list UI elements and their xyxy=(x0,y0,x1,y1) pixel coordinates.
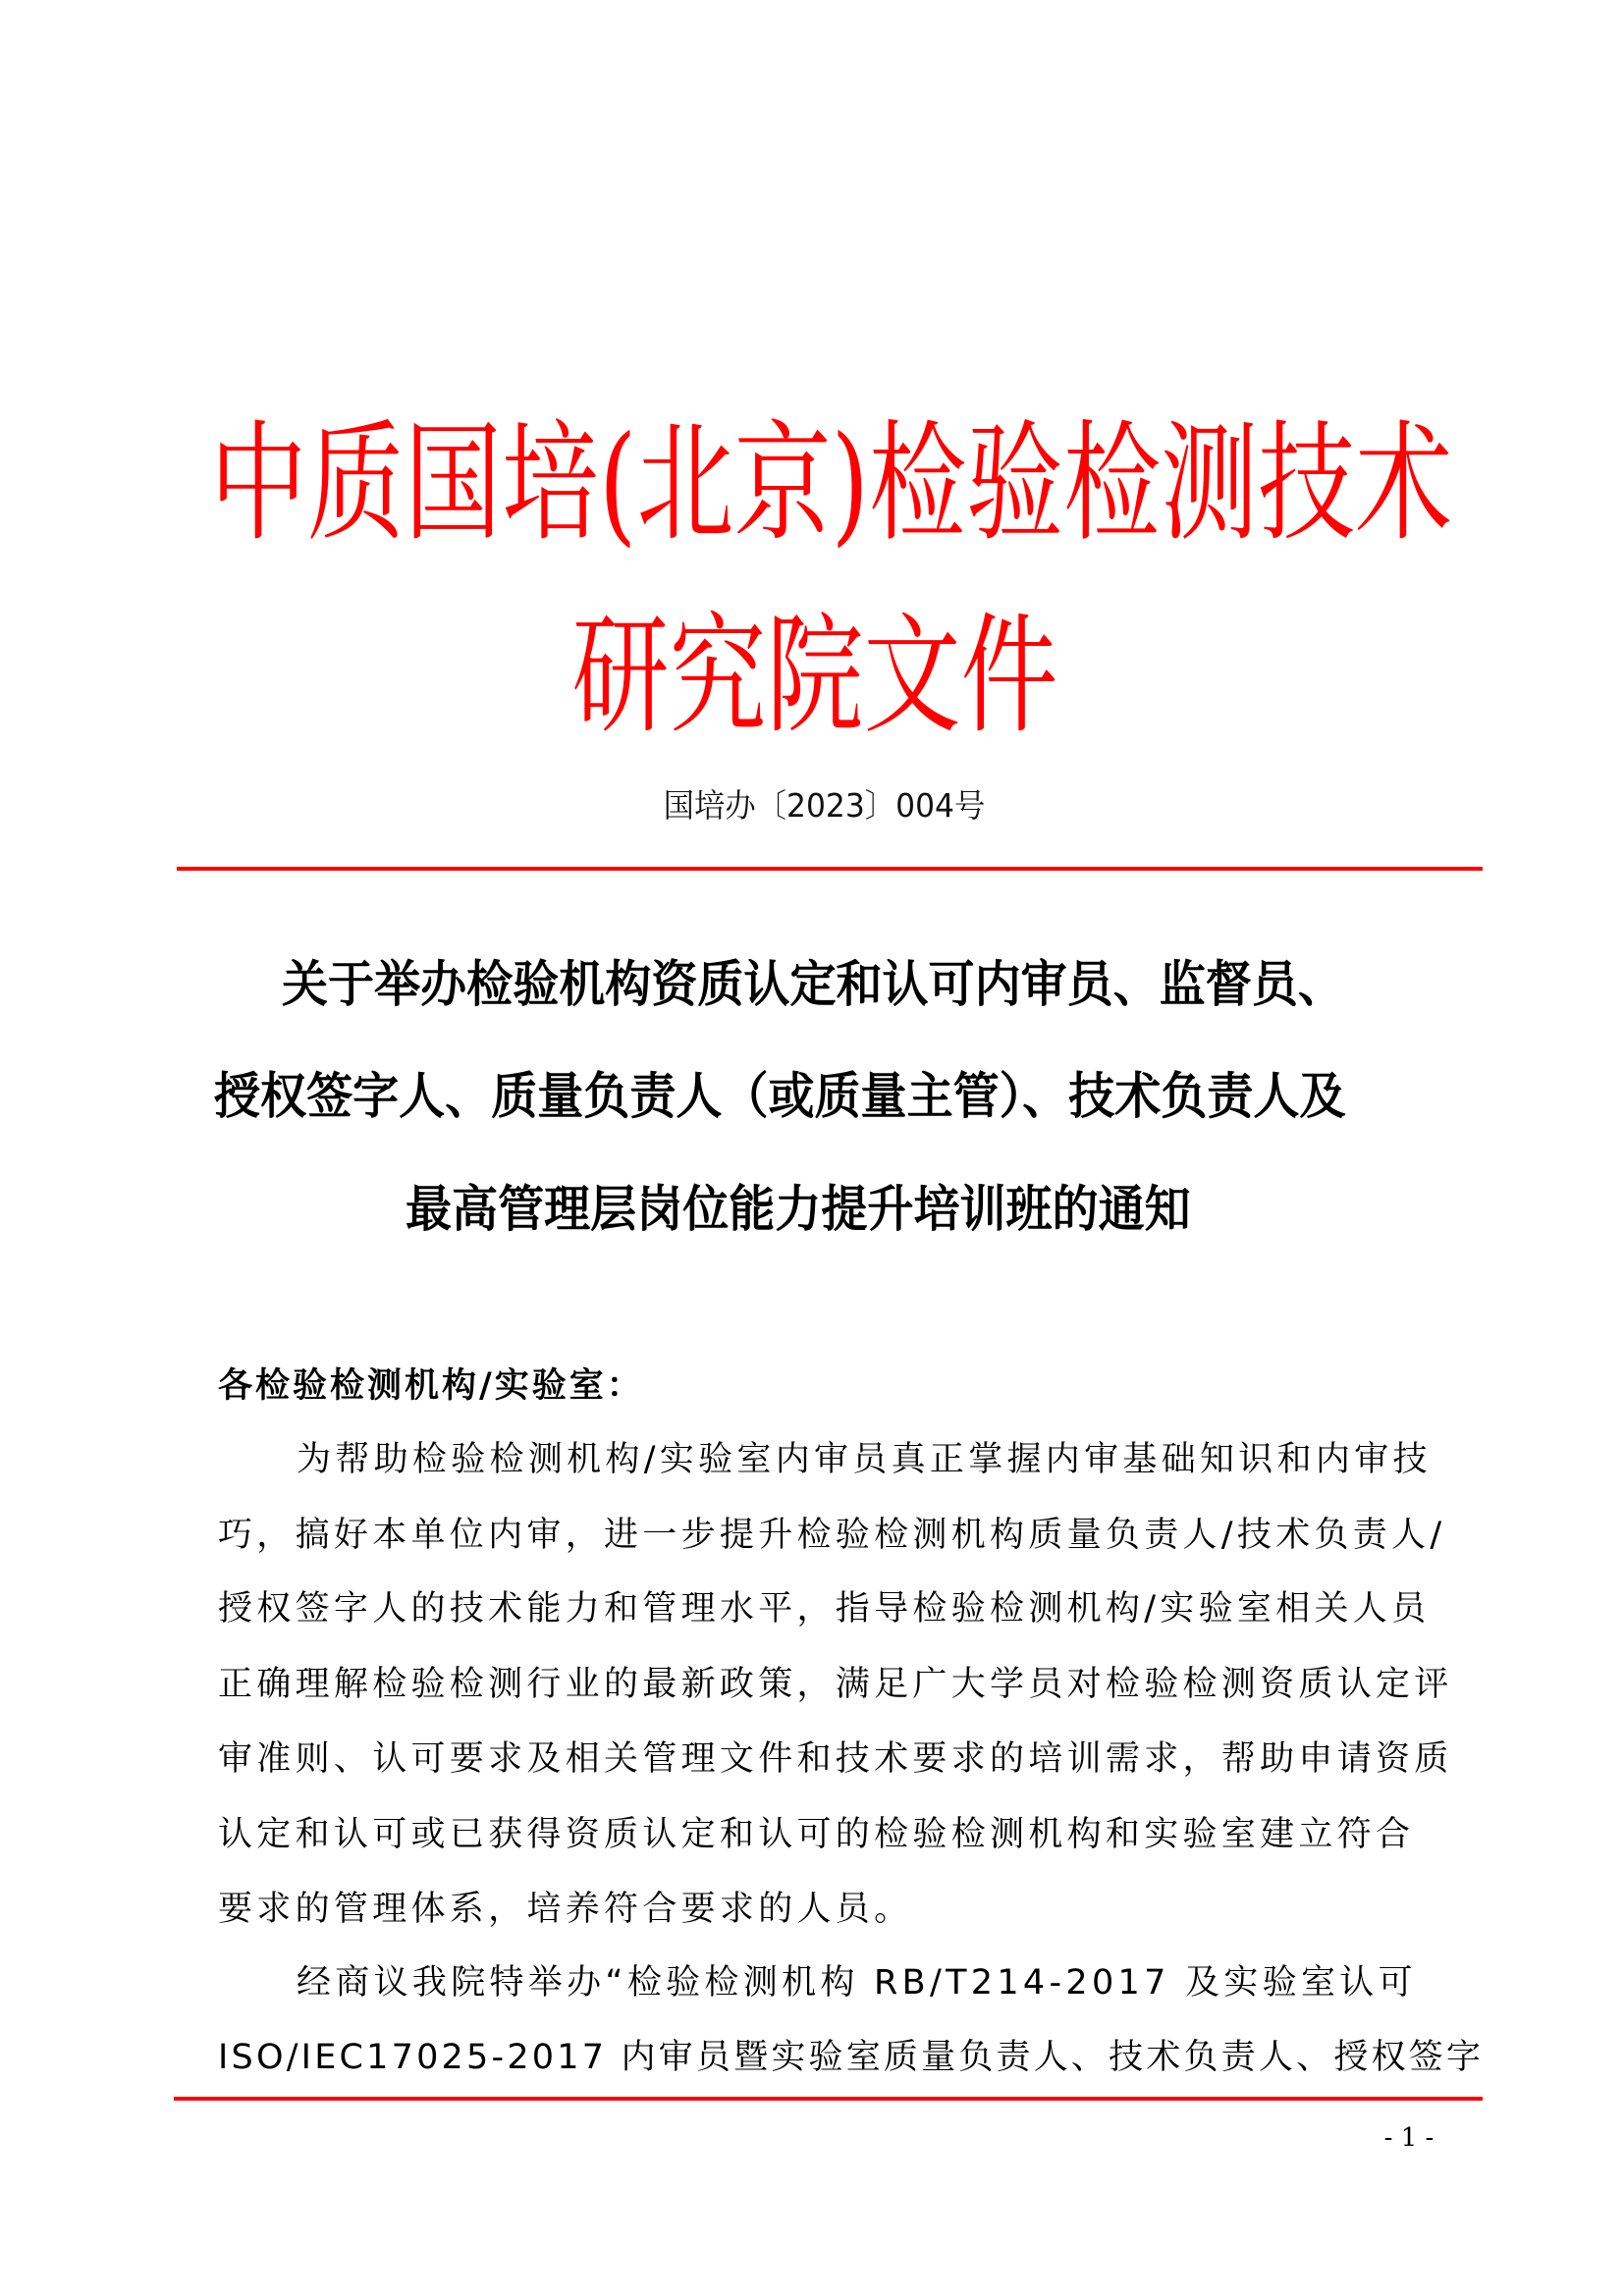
body-line: 巧，搞好本单位内审，进一步提升检验检测机构质量负责人/技术负责人/ xyxy=(218,1516,1446,1555)
subject-heading-text: 最高管理层岗位能力提升培训班的通知 xyxy=(406,1180,1191,1239)
subject-heading-line-3 xyxy=(406,1180,1207,1239)
page-number: - 1 - xyxy=(1383,2123,1435,2153)
body-line: 认定和认可或已获得资质认定和认可的检验检测机构和实验室建立符合 xyxy=(218,1815,1415,1854)
masthead-title-text: 中质国培(北京)检验检测技术 xyxy=(209,408,1453,560)
body-line: 要求的管理体系，培养符合要求的人员。 xyxy=(218,1890,913,1929)
masthead-title-line-2 xyxy=(3,603,1624,750)
body-line: 正确理解检验检测行业的最新政策，满足广大学员对检验检测资质认定评 xyxy=(218,1665,1453,1704)
body-line: 经商议我院特举办“检验检测机构 RB/T214-2017 及实验室认可 xyxy=(297,1963,1417,2002)
subject-heading-line-1 xyxy=(282,955,1366,1014)
body-line: ISO/IEC17025-2017 内审员暨实验室质量负责人、技术负责人、授权签字 xyxy=(218,2038,1485,2077)
header-red-divider xyxy=(177,867,1483,871)
masthead-title-line-1 xyxy=(3,410,1624,558)
subject-heading-line-2 xyxy=(214,1067,1369,1126)
salutation: 各检验检测机构/实验室： xyxy=(218,1366,644,1406)
body-line: 授权签字人的技术能力和管理水平，指导检验检测机构/实验室相关人员 xyxy=(218,1589,1431,1629)
subject-heading-text: 关于举办检验机构资质认定和认可内审员、监督员、 xyxy=(282,955,1344,1014)
document-number-text: 国培办〔2023〕004号 xyxy=(663,786,985,825)
document-number xyxy=(0,782,1624,829)
body-line: 为帮助检验检测机构/实验室内审员真正掌握内审基础知识和内审技 xyxy=(297,1440,1432,1479)
subject-heading-text: 授权签字人、质量负责人（或质量主管）、技术负责人及 xyxy=(214,1067,1346,1126)
footer-red-divider xyxy=(174,2097,1483,2101)
masthead-title-text: 研究院文件 xyxy=(571,601,1058,752)
body-line: 审准则、认可要求及相关管理文件和技术要求的培训需求，帮助申请资质 xyxy=(218,1739,1453,1779)
